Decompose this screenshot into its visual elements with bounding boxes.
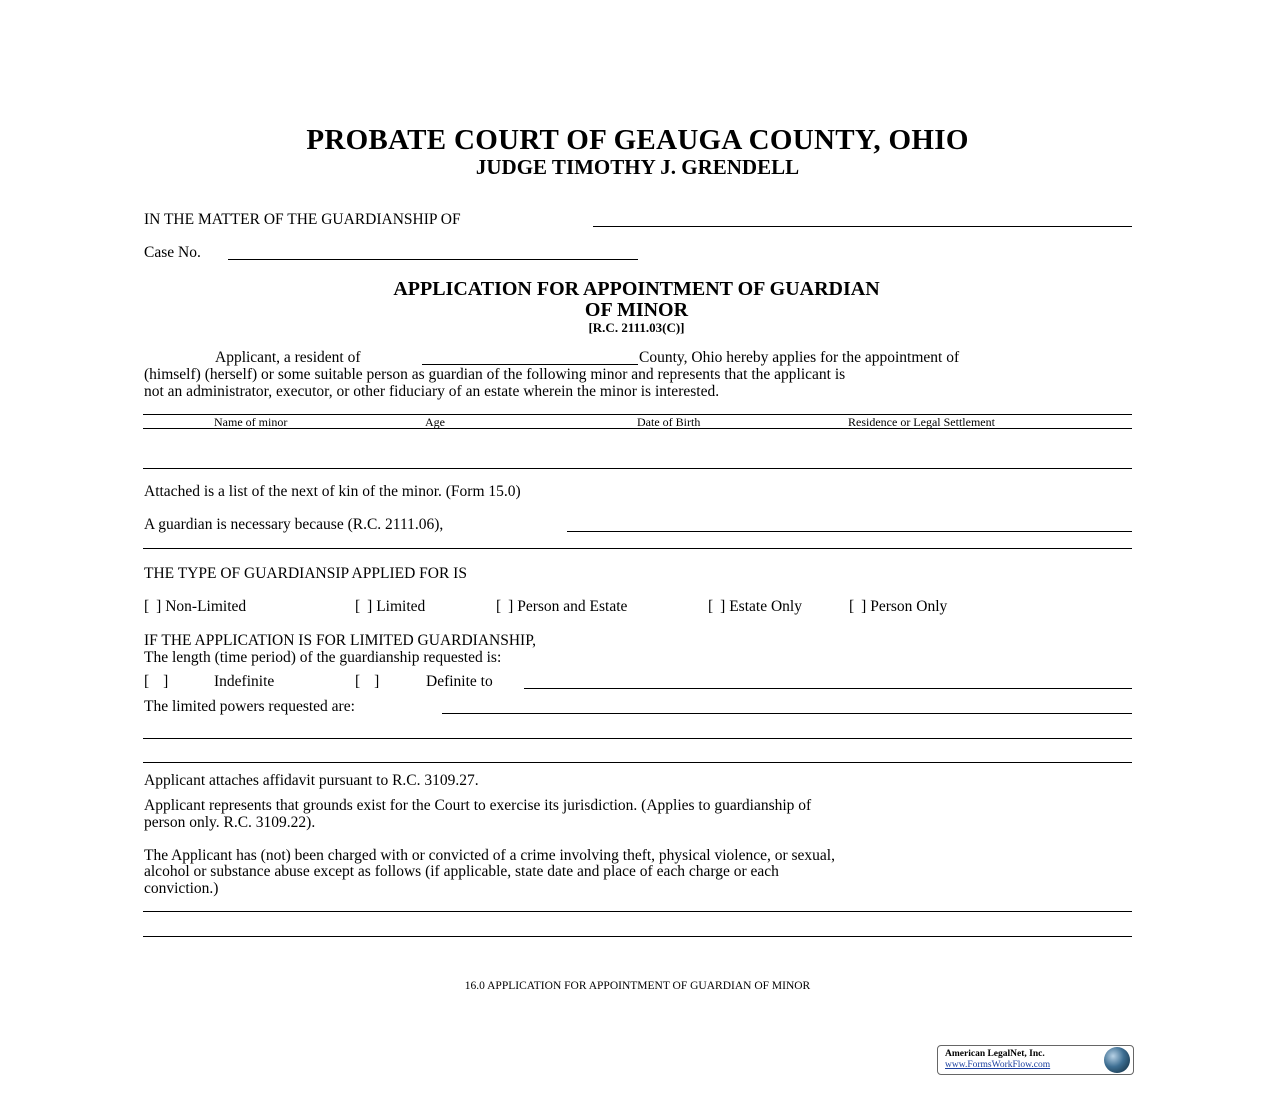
- form-citation: [R.C. 2111.03(C)]: [588, 320, 685, 335]
- indefinite-checkbox[interactable]: [144, 673, 168, 691]
- col-age: Age: [425, 415, 445, 429]
- checkbox-open: [: [496, 598, 502, 615]
- option-limited[interactable]: [355, 598, 425, 616]
- criminal-line2: alcohol or substance abuse except as follows (if applicable, state date and place of each charge or each: [144, 863, 779, 880]
- affidavit-statement: Applicant attaches affidavit pursuant to R.C. 3109.27.: [144, 772, 479, 789]
- option-non-limited[interactable]: [144, 598, 246, 616]
- option-label: Person and Estate: [517, 598, 628, 615]
- globe-icon: [1104, 1047, 1130, 1073]
- criminal-line-b: [143, 936, 1132, 937]
- checkbox-close: ]: [374, 673, 380, 690]
- definite-underline: [524, 688, 1132, 689]
- powers-line-2: [143, 738, 1132, 739]
- checkbox-open: [: [144, 598, 150, 615]
- indefinite-label: Indefinite: [214, 673, 275, 690]
- intro-line3: not an administrator, executor, or other fiduciary of an estate wherein the minor is interested.: [144, 383, 720, 400]
- minor-entry-row[interactable]: [143, 430, 1132, 466]
- checkbox-open: [: [849, 598, 855, 615]
- checkbox-close: ]: [720, 598, 726, 615]
- criminal-line-a: [143, 911, 1132, 912]
- intro-prefix: Applicant, a resident of: [215, 349, 361, 366]
- jurisdiction-line2: person only. R.C. 3109.22).: [144, 814, 316, 831]
- checkbox-close: ]: [156, 598, 162, 615]
- table-header-rule: [143, 428, 1132, 429]
- county-underline: [422, 364, 638, 365]
- option-person-and-estate[interactable]: [496, 598, 627, 616]
- powers-line-3: [143, 762, 1132, 763]
- powers-underline: [442, 713, 1132, 714]
- publisher-name: American LegalNet, Inc.: [945, 1049, 1045, 1059]
- checkbox-open: [: [708, 598, 714, 615]
- criminal-line1: The Applicant has (not) been charged with or convicted of a crime involving theft, physical violence, or sexual,: [144, 847, 835, 864]
- criminal-line3: conviction.): [144, 880, 219, 897]
- limited-heading: IF THE APPLICATION IS FOR LIMITED GUARDIANSHIP,: [144, 632, 536, 649]
- definite-checkbox[interactable]: [355, 673, 379, 691]
- intro-line1-suffix: County, Ohio hereby applies for the appointment of: [639, 349, 960, 366]
- guardianship-type-heading: THE TYPE OF GUARDIANSIP APPLIED FOR IS: [144, 565, 467, 582]
- publisher-logo: [937, 1045, 1134, 1075]
- length-label: The length (time period) of the guardianship requested is:: [144, 649, 502, 666]
- option-label: Limited: [376, 598, 426, 615]
- court-title: PROBATE COURT OF GEAUGA COUNTY, OHIO: [306, 124, 969, 156]
- criminal-details-field[interactable]: [143, 900, 1132, 936]
- checkbox-open: [: [355, 673, 361, 690]
- option-label: Estate Only: [729, 598, 802, 615]
- matter-label: IN THE MATTER OF THE GUARDIANSHIP OF: [144, 211, 461, 228]
- necessity-second-line: [143, 548, 1132, 549]
- judge-name: JUDGE TIMOTHY J. GRENDELL: [475, 155, 800, 179]
- next-of-kin-statement: Attached is a list of the next of kin of the minor. (Form 15.0): [144, 483, 521, 500]
- matter-underline: [593, 226, 1132, 227]
- form-footer-id: 16.0 APPLICATION FOR APPOINTMENT OF GUARDIAN OF MINOR: [464, 980, 811, 992]
- intro-line2: (himself) (herself) or some suitable person as guardian of the following minor and represents that the applicant is: [144, 366, 846, 383]
- form-title-line2: OF MINOR: [584, 299, 689, 321]
- checkbox-close: ]: [163, 673, 169, 690]
- publisher-url[interactable]: www.FormsWorkFlow.com: [945, 1060, 1051, 1070]
- col-date-of-birth: Date of Birth: [637, 415, 701, 429]
- checkbox-close: ]: [367, 598, 373, 615]
- col-residence: Residence or Legal Settlement: [848, 415, 995, 429]
- option-label: Non-Limited: [165, 598, 247, 615]
- checkbox-open: [: [144, 673, 150, 690]
- necessity-label: A guardian is necessary because (R.C. 2111.06),: [144, 516, 444, 533]
- necessity-underline: [567, 531, 1132, 532]
- case-underline: [228, 259, 638, 260]
- checkbox-open: [: [355, 598, 361, 615]
- checkbox-close: ]: [508, 598, 514, 615]
- option-person-only[interactable]: [849, 598, 947, 616]
- form-title-line1: APPLICATION FOR APPOINTMENT OF GUARDIAN: [393, 278, 880, 300]
- table-bottom-rule: [143, 468, 1132, 469]
- definite-label: Definite to: [426, 673, 493, 690]
- checkbox-close: ]: [861, 598, 867, 615]
- case-label: Case No.: [144, 244, 201, 261]
- option-estate-only[interactable]: [708, 598, 802, 616]
- jurisdiction-line1: Applicant represents that grounds exist for the Court to exercise its jurisdiction. (Applies to guardianship of: [144, 797, 812, 814]
- option-label: Person Only: [870, 598, 948, 615]
- powers-label: The limited powers requested are:: [144, 698, 355, 715]
- col-name-of-minor: Name of minor: [214, 415, 288, 429]
